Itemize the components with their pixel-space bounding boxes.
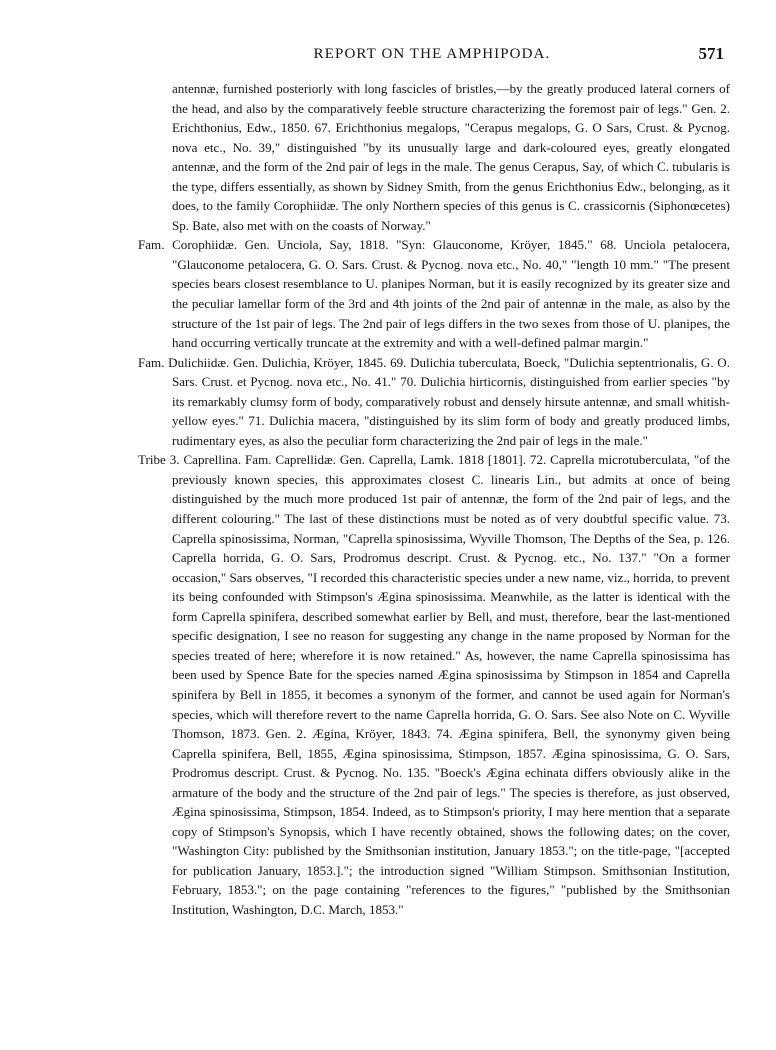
running-title: REPORT ON THE AMPHIPODA. [313,46,551,62]
paragraph-erichthonius: antennæ, furnished posteriorly with long fascicles of bristles,—by the greatly produced lateral corners of the head, and also by the comparatively feeble structure characterizing the foremost pair of legs." Gen. 2. Erichthonius, Edw., 1850. 67. Erichthonius megalops, "Cerapus megalops, G. O Sars, Crust. & Pycnog. nova etc., No. 39," distinguished "by its unusually large and dark-coloured eyes, greatly elongated antennæ, and the form of the 2nd pair of legs in the male. The genus Cerapus, Say, of which C. tubularis is the type, differs essentially, as shown by Sidney Smith, from the genus Erichthonius Edw., belonging, as it does, to the family Corophiidæ. The only Northern species of this genus is C. crassicornis (Siphonœcetes) Sp. Bate, also met with on the coasts of Norway." [172,81,730,233]
paragraph-corophiidae: Fam. Corophiidæ. Gen. Unciola, Say, 1818. "Syn: Glauconome, Kröyer, 1845." 68. Unciola petalocera, "Glauconome petalocera, G. O. Sars. Crust. & Pycnog. nova etc., No. 40," "length 10 mm." "The present species bears closest resemblance to U. planipes Norman, but it is easily recognized by its greater size and the peculiar lamellar form of the 3rd and 4th joints of the 2nd pair of antennæ in the male, as also by the structure of the 1st pair of legs. The 2nd pair of legs differs in the two sexes from those of U. planipes, the hand occurring vertically truncate at the extremity and with a well-defined palmar margin." [138,237,730,351]
page-header [140,46,724,68]
body-text [138,79,730,920]
paragraph-caprellina: Tribe 3. Caprellina. Fam. Caprellidæ. Gen. Caprella, Lamk. 1818 [1801]. 72. Caprella microtuberculata, "of the previously known species, this approximates closest C. linearis Lin., but admits at once of being distinguished by the much more produced 1st pair of antennæ, the form of the 2nd pair of legs, and the different colouring." The last of these distinctions must be noted as of very doubtful specific value. 73. Caprella spinosissima, Norman, "Caprella spinosissima, Wyville Thomson, The Depths of the Sea, p. 126. Caprella horrida, G. O. Sars, Prodromus descript. Crust. & Pycnog. etc., No. 137." "On a former occasion," Sars observes, "I recorded this characteristic species under a new name, viz., horrida, to prevent its being confounded with Stimpson's Ægina spinosissima. Meanwhile, as the latter is identical with the form Caprella spinifera, described somewhat earlier by Bell, and must, therefore, bear the last-mentioned specific designation, I see no reason for suggesting any change in the name proposed by Norman for the species treated of here; wherefore it is now retained." As, however, the name Caprella spinosissima has been used by Spence Bate for the species named Ægina spinosissima by Stimpson in 1854 and Caprella spinifera by Bell in 1855, it becomes a synonym of the former, and cannot be used again for Norman's species, which will therefore revert to the name Caprella horrida, G. O. Sars. See also Note on C. Wyville Thomson, 1873. Gen. 2. Ægina, Kröyer, 1843. 74. Ægina spinifera, Bell, the synonymy given being Caprella spinifera, Bell, 1855, Ægina spinosissima, Stimpson, 1857. Ægina spinosissima, G. O. Sars, Prodromus descript. Crust. & Pycnog. No. 135. "Boeck's Ægina echinata differs obviously alike in the armature of the body and the structure of the 2nd pair of legs." The species is therefore, as just observed, Ægina spinosissima, Stimpson, 1854. Indeed, as to Stimpson's priority, I may here mention that a separate copy of Stimpson's Synopsis, which I have recently obtained, shows the following dates; on the cover, "Washington City: published by the Smithsonian institution, January 1853."; on the title-page, "[accepted for publication January, 1853.]."; the introduction signed "William Stimpson. Smithsonian Institution, February, 1853."; on the page containing "references to the figures," "published by the Smithsonian Institution, Washington, D.C. March, 1853." [138,452,730,917]
paragraph-dulichiidae: Fam. Dulichiidæ. Gen. Dulichia, Kröyer, 1845. 69. Dulichia tuberculata, Boeck, "Dulichia septentrionalis, G. O. Sars. Crust. et Pycnog. nova etc., No. 41." 70. Dulichia hirticornis, distinguished from earlier species "by its remarkably clumsy form of body, comparatively robust and densely hirsute antennæ, and small whitish-yellow eyes." 71. Dulichia macera, "distinguished by its slim form of body and greatly produced limbs, rudimentary eyes, as also the peculiar form characterizing the 2nd pair of legs in the male." [138,354,730,448]
page-number: 571 [698,44,724,63]
